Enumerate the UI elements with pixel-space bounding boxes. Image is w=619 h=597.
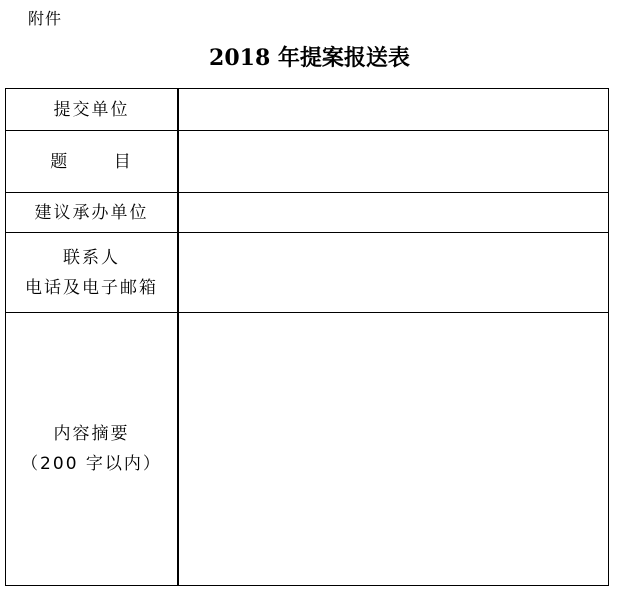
form-label-text: 联系人 <box>63 247 120 268</box>
form-label-text: （200 字以内） <box>21 454 162 474</box>
form-label-text: 提交单位 <box>53 99 130 120</box>
subject-field[interactable] <box>178 131 609 193</box>
form-row-contact <box>6 233 609 313</box>
attachment-label: 附件 <box>28 9 63 28</box>
form-label-contact <box>6 233 179 313</box>
contact-field[interactable] <box>178 233 609 313</box>
form-row-summary <box>6 313 609 586</box>
form-label-handling-unit <box>6 193 179 233</box>
form-label-subject <box>6 131 179 193</box>
form-label-summary <box>6 313 179 586</box>
summary-field[interactable] <box>178 313 609 586</box>
form-row-subject <box>6 131 609 193</box>
page-title: 2018 年提案报送表 <box>209 45 410 71</box>
submitting-unit-field[interactable] <box>178 89 609 131</box>
form-label-submitting-unit <box>6 89 179 131</box>
form-label-text: 题 目 <box>50 151 133 172</box>
form-row-handling-unit <box>6 193 609 233</box>
form-label-text: 电话及电子邮箱 <box>25 277 158 298</box>
form-label-text: 建议承办单位 <box>34 202 149 223</box>
proposal-form-table <box>5 88 609 586</box>
form-row-submitting-unit <box>6 89 609 131</box>
handling-unit-field[interactable] <box>178 193 609 233</box>
form-label-text: 内容摘要 <box>53 424 130 444</box>
